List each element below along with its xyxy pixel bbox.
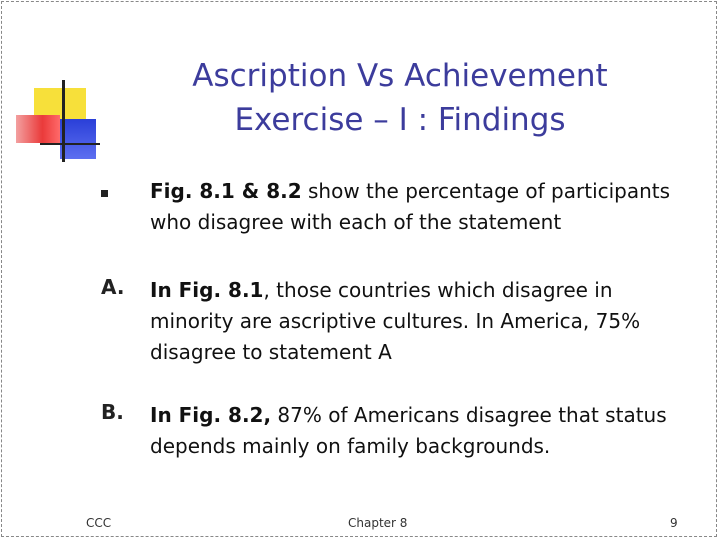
title-line-2: Exercise – I : Findings (234, 102, 566, 138)
logo-red-square (16, 115, 60, 143)
bullet-item-1 (150, 176, 690, 238)
bullet-a-bold: In Fig. 8.1 (150, 278, 264, 302)
slide-title (142, 54, 658, 142)
bullet-item-b (150, 400, 690, 462)
logo-vertical-line (62, 80, 65, 162)
bullet-a-text: , those countries which disagree in minority are ascriptive cultures. In America, 75% disagree to statement A (150, 278, 641, 364)
bullet-b-bold: In Fig. 8.2, (150, 403, 272, 427)
decorative-logo (2, 2, 112, 172)
bullet-item-a (150, 275, 690, 368)
bullet-1-bold: Fig. 8.1 & 8.2 (150, 179, 302, 203)
logo-horizontal-line (40, 143, 100, 145)
logo-blue-square (60, 119, 96, 159)
footer-center: Chapter 8 (348, 516, 408, 530)
bullet-marker-b: B. (101, 400, 124, 424)
bullet-marker-a: A. (101, 275, 125, 299)
footer-left: CCC (86, 516, 112, 530)
square-bullet-icon (101, 190, 108, 197)
bullet-b-text: 87% of Americans disagree that status depends mainly on family backgrounds. (150, 403, 667, 458)
slide (1, 1, 717, 537)
bullet-1-text: show the percentage of participants who disagree with each of the statement (150, 179, 671, 234)
title-line-1: Ascription Vs Achievement (192, 58, 608, 94)
page-number: 9 (670, 516, 678, 530)
